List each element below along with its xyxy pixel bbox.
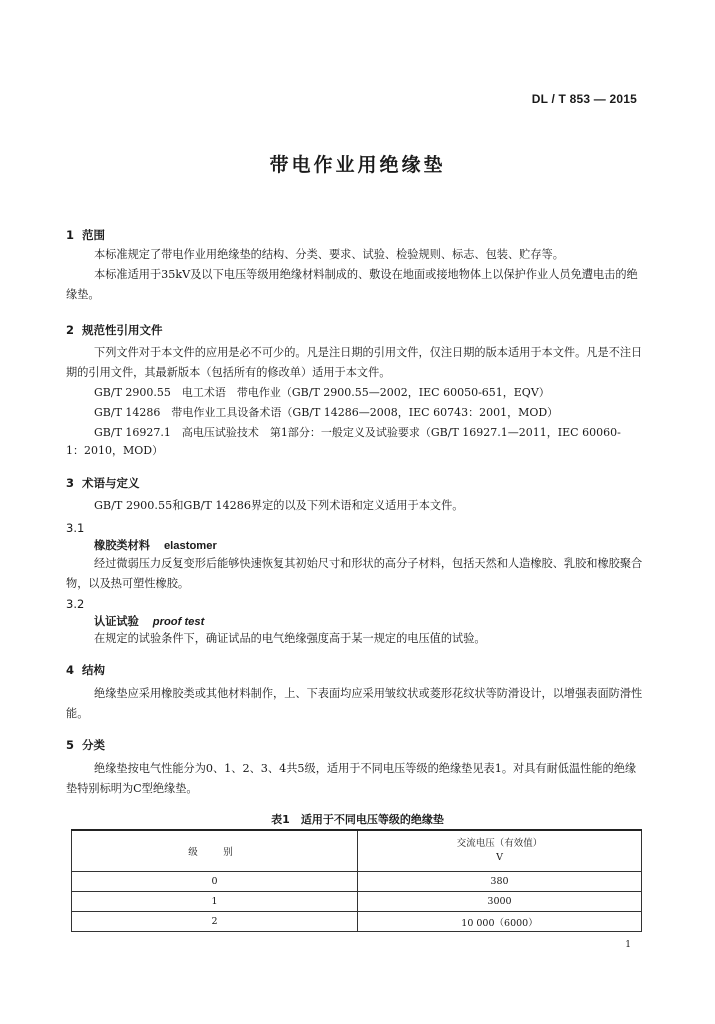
level-column-header: 级 别 — [72, 830, 358, 872]
voltage-column-header — [358, 830, 642, 872]
section-number: 5 — [66, 738, 75, 752]
clause-number: 3.2 — [66, 597, 85, 611]
term-english: elastomer — [163, 540, 217, 552]
standard-code: DL / T 853 — 2015 — [531, 92, 637, 106]
reference-item: GB/T 14286 带电作业工具设备术语（GB/T 14286—2008，IEC 60743：2001，MOD） — [94, 406, 559, 419]
level-cell: 0 — [72, 872, 358, 892]
section-title: 范围 — [82, 228, 105, 242]
term-chinese: 认证试验 — [94, 615, 139, 628]
table-row — [72, 872, 642, 892]
term-heading — [94, 613, 204, 629]
voltage-level-table — [71, 829, 642, 932]
table-caption: 表1 适用于不同电压等级的绝缘垫 — [271, 813, 444, 826]
level-cell: 1 — [72, 892, 358, 912]
section-2-heading — [66, 322, 163, 338]
table-row — [72, 912, 642, 932]
page-number: 1 — [625, 940, 631, 950]
section-3-heading — [66, 475, 140, 491]
clause-number: 3.1 — [66, 521, 85, 535]
voltage-header-unit: V — [496, 852, 503, 863]
section-1-para-1: 本标准规定了带电作业用绝缘垫的结构、分类、要求、试验、检验规则、标志、包装、贮存等。 — [94, 248, 564, 261]
term-definition: 经过微弱压力反复变形后能够快速恢复其初始尺寸和形状的高分子材料，包括天然和人造橡胶、乳胶和橡胶聚合物，以及热可塑性橡胶。 — [66, 557, 643, 590]
voltage-cell: 380 — [358, 872, 642, 892]
section-title: 分类 — [82, 738, 105, 752]
section-number: 3 — [66, 476, 75, 490]
term-heading — [94, 537, 217, 553]
section-1-heading — [66, 227, 105, 243]
table-row — [72, 892, 642, 912]
table-header-row — [72, 830, 642, 872]
section-title: 术语与定义 — [82, 476, 140, 490]
section-5-para-1: 绝缘垫按电气性能分为0、1、2、3、4共5级，适用于不同电压等级的绝缘垫见表1。对具有耐低温性能的绝缘垫特别标明为C型绝缘垫。 — [66, 762, 637, 795]
section-number: 1 — [66, 228, 75, 242]
section-number: 4 — [66, 663, 75, 677]
voltage-header-label: 交流电压（有效值） — [456, 838, 543, 849]
voltage-cell: 10 000（6000） — [358, 912, 642, 932]
section-3-para-1: GB/T 2900.55和GB/T 14286界定的以及下列术语和定义适用于本文件。 — [94, 499, 464, 512]
section-number: 2 — [66, 323, 75, 337]
document-title: 带电作业用绝缘垫 — [269, 154, 446, 176]
level-cell: 2 — [72, 912, 358, 932]
section-title: 规范性引用文件 — [82, 323, 163, 337]
reference-item-continued: 1：2010，MOD） — [66, 444, 164, 457]
term-definition: 在规定的试验条件下，确证试品的电气绝缘强度高于某一规定的电压值的试验。 — [94, 632, 486, 645]
reference-item: GB/T 2900.55 电工术语 带电作业（GB/T 2900.55—2002，IEC 60050-651，EQV） — [94, 386, 550, 399]
section-title: 结构 — [82, 663, 105, 677]
voltage-cell: 3000 — [358, 892, 642, 912]
section-5-heading — [66, 737, 105, 753]
section-1-para-2: 本标准适用于35kV及以下电压等级用绝缘材料制成的、敷设在地面或接地物体上以保护作业人员免遭电击的绝缘垫。 — [66, 268, 638, 301]
term-chinese: 橡胶类材料 — [94, 539, 150, 552]
term-english: proof test — [152, 616, 205, 628]
section-4-heading — [66, 662, 105, 678]
section-4-para-1: 绝缘垫应采用橡胶类或其他材料制作，上、下表面均应采用皱纹状或菱形花纹状等防滑设计，以增强表面防滑性能。 — [66, 687, 643, 720]
section-2-para-1: 下列文件对于本文件的应用是必不可少的。凡是注日期的引用文件，仅注日期的版本适用于本文件。凡是不注日期的引用文件，其最新版本（包括所有的修改单）适用于本文件。 — [66, 346, 643, 379]
reference-item: GB/T 16927.1 高电压试验技术 第1部分：一般定义及试验要求（GB/T 16927.1—2011，IEC 60060- — [94, 426, 621, 439]
